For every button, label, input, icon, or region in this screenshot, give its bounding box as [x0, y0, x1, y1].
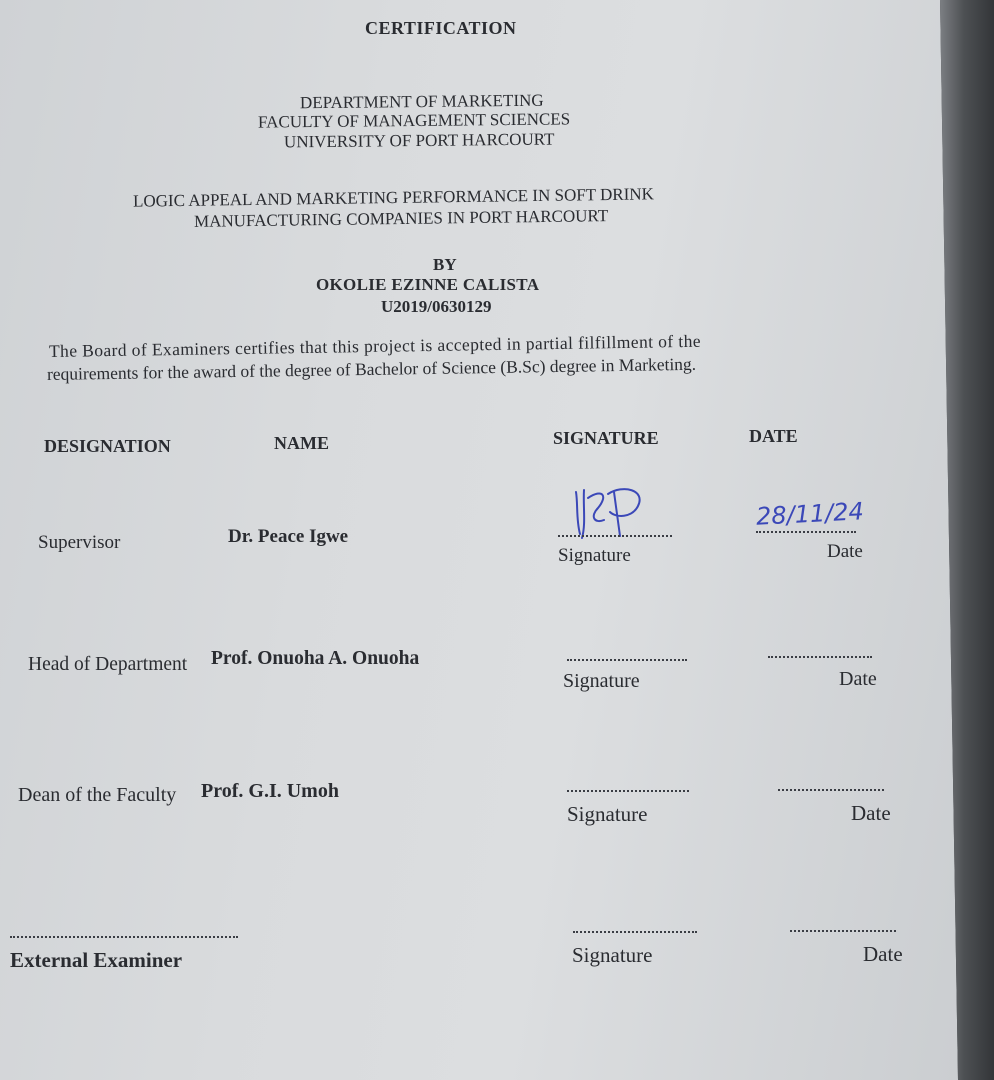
statement-line1: The Board of Examiners certifies that this project is accepted in partial filfillment of the: [48, 330, 702, 361]
dean-date-line: [778, 789, 884, 791]
project-title-line2: MANUFACTURING COMPANIES IN PORT HARCOURT: [193, 206, 609, 231]
supervisor-handwritten-date: 28/11/24: [755, 497, 865, 531]
hod-designation: Head of Department: [28, 654, 188, 675]
faculty-line: FACULTY OF MANAGEMENT SCIENCES: [257, 109, 571, 132]
dean-name: Prof. G.I. Umoh: [201, 780, 339, 802]
author-name: OKOLIE EZINNE CALISTA: [316, 275, 540, 294]
supervisor-designation: Supervisor: [38, 532, 121, 553]
external-signature-line: [573, 931, 697, 933]
dean-signature-label: Signature: [567, 802, 648, 826]
external-date-line: [790, 930, 896, 932]
hod-signature-label: Signature: [563, 670, 640, 692]
certification-heading: CERTIFICATION: [365, 18, 517, 38]
hod-name: Prof. Onuoha A. Onuoha: [211, 648, 420, 669]
dean-designation: Dean of the Faculty: [18, 784, 177, 806]
header-name: NAME: [274, 433, 329, 453]
external-examiner-line: [10, 936, 238, 938]
university-line: UNIVERSITY OF PORT HARCOURT: [283, 129, 555, 152]
dean-signature-line: [567, 790, 689, 792]
supervisor-signature-label: Signature: [558, 545, 631, 566]
external-examiner-designation: External Examiner: [10, 948, 183, 972]
external-date-label: Date: [863, 942, 903, 966]
department-line: DEPARTMENT OF MARKETING: [299, 90, 544, 113]
statement-line2: requirements for the award of the degree of Bachelor of Science (B.Sc) degree in Marketing.: [46, 353, 697, 384]
dean-date-label: Date: [851, 801, 891, 825]
hod-date-line: [768, 656, 872, 658]
supervisor-date-line: [756, 531, 856, 533]
registration-number: U2019/0630129: [381, 297, 492, 316]
project-title-line1: LOGIC APPEAL AND MARKETING PERFORMANCE IN SOFT DRINK: [132, 184, 655, 211]
by-label: BY: [433, 255, 457, 274]
hod-date-label: Date: [839, 668, 877, 690]
supervisor-name: Dr. Peace Igwe: [228, 526, 349, 547]
hod-signature-line: [567, 659, 687, 661]
supervisor-date-label: Date: [827, 541, 863, 562]
header-designation: DESIGNATION: [44, 436, 171, 456]
header-date: DATE: [749, 426, 798, 446]
supervisor-signature-line: [558, 535, 672, 537]
external-signature-label: Signature: [572, 943, 653, 967]
header-signature: SIGNATURE: [553, 428, 659, 448]
